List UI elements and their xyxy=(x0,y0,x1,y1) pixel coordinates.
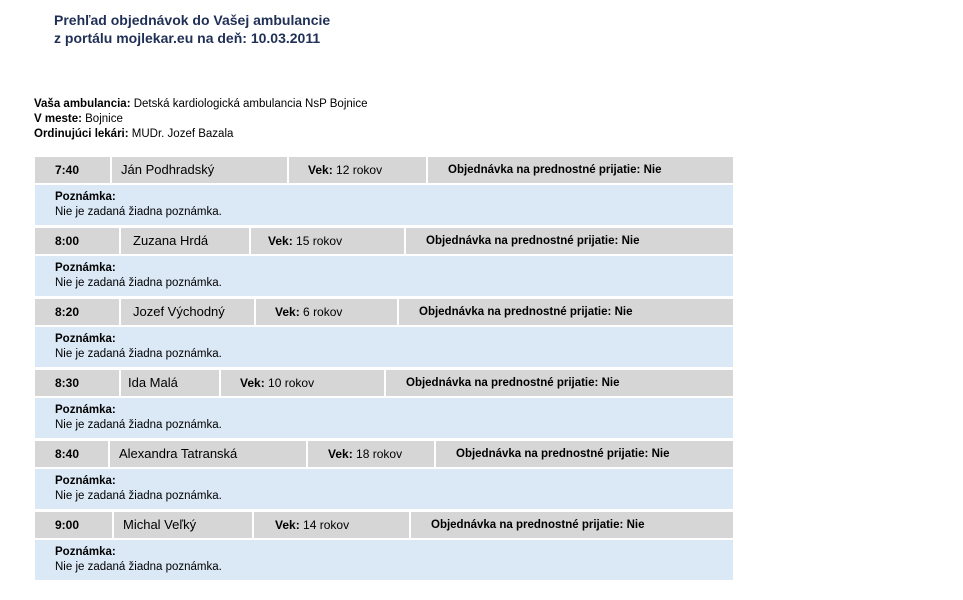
age-value: 15 xyxy=(296,234,310,248)
patient-name: Alexandra Tatranská xyxy=(110,441,306,467)
page-title-line2: z portálu mojlekar.eu na deň: 10.03.2011 xyxy=(54,30,321,46)
note-label: Poznámka: xyxy=(55,546,116,558)
note-text: Nie je zadaná žiadna poznámka. xyxy=(55,561,222,573)
priority-label: Objednávka na prednostné prijatie: xyxy=(431,519,624,531)
patient-name: Jozef Východný xyxy=(121,299,254,325)
priority-label: Objednávka na prednostné prijatie: xyxy=(426,235,619,247)
age-value: 18 xyxy=(356,447,370,461)
priority-value: Nie xyxy=(651,448,670,460)
city-label: V meste: xyxy=(34,113,82,125)
appointment-header-row xyxy=(35,441,733,467)
ambulance-value: Detská kardiologická ambulancia NsP Bojnice xyxy=(133,98,368,110)
patient-age xyxy=(308,441,434,467)
appointment-time: 9:00 xyxy=(35,512,112,538)
patient-name: Michal Veľký xyxy=(114,512,252,538)
priority-admission xyxy=(406,228,733,254)
patient-name: Ida Malá xyxy=(121,370,219,396)
appointment-header-row xyxy=(35,299,733,325)
clinic-info xyxy=(34,97,367,142)
note-label: Poznámka: xyxy=(55,475,116,487)
patient-name: Zuzana Hrdá xyxy=(121,228,249,254)
patient-age xyxy=(256,299,397,325)
age-label: Vek: xyxy=(328,447,353,461)
patient-age xyxy=(221,370,384,396)
age-unit: rokov xyxy=(284,376,315,390)
doctor-value: MUDr. Jozef Bazala xyxy=(131,128,234,140)
appointment-time: 8:30 xyxy=(35,370,119,396)
note-text: Nie je zadaná žiadna poznámka. xyxy=(55,277,222,289)
page-title-line1: Prehľad objednávok do Vašej ambulancie xyxy=(54,12,331,28)
priority-value: Nie xyxy=(643,164,662,176)
priority-admission xyxy=(386,370,733,396)
priority-admission xyxy=(436,441,733,467)
age-label: Vek: xyxy=(240,376,265,390)
note-text: Nie je zadaná žiadna poznámka. xyxy=(55,490,222,502)
note-text: Nie je zadaná žiadna poznámka. xyxy=(55,206,222,218)
priority-admission xyxy=(411,512,733,538)
appointment-time: 7:40 xyxy=(35,157,110,183)
priority-label: Objednávka na prednostné prijatie: xyxy=(456,448,649,460)
appointment-note xyxy=(35,540,733,580)
clinic-doctor-row xyxy=(34,127,367,142)
age-unit: rokov xyxy=(352,163,383,177)
appointment-time: 8:40 xyxy=(35,441,108,467)
age-unit: rokov xyxy=(313,305,343,319)
page-title xyxy=(54,11,330,47)
note-label: Poznámka: xyxy=(55,404,116,416)
appointment-note xyxy=(35,256,733,296)
age-unit: rokov xyxy=(319,518,350,532)
patient-age xyxy=(251,228,404,254)
appointment-time: 8:20 xyxy=(35,299,119,325)
note-label: Poznámka: xyxy=(55,333,116,345)
note-text: Nie je zadaná žiadna poznámka. xyxy=(55,419,222,431)
priority-label: Objednávka na prednostné prijatie: xyxy=(448,164,641,176)
priority-label: Objednávka na prednostné prijatie: xyxy=(406,377,599,389)
age-value: 12 xyxy=(336,163,350,177)
appointment-header-row xyxy=(35,157,733,183)
appointment-header-row xyxy=(35,370,733,396)
priority-admission xyxy=(428,157,733,183)
patient-name: Ján Podhradský xyxy=(112,157,287,183)
priority-value: Nie xyxy=(621,235,640,247)
age-value: 6 xyxy=(303,305,310,319)
note-label: Poznámka: xyxy=(55,191,116,203)
appointment-note xyxy=(35,185,733,225)
doctor-label: Ordinujúci lekári: xyxy=(34,128,129,140)
city-value: Bojnice xyxy=(85,113,123,125)
note-label: Poznámka: xyxy=(55,262,116,274)
appointment-note xyxy=(35,327,733,367)
appointment-header-row xyxy=(35,228,733,254)
age-label: Vek: xyxy=(275,518,300,532)
ambulance-label: Vaša ambulancia: xyxy=(34,98,131,110)
clinic-city-row xyxy=(34,112,367,127)
priority-value: Nie xyxy=(626,519,645,531)
appointment-note xyxy=(35,398,733,438)
appointment-header-row xyxy=(35,512,733,538)
appointment-time: 8:00 xyxy=(35,228,119,254)
patient-age xyxy=(289,157,426,183)
age-label: Vek: xyxy=(268,234,293,248)
priority-label: Objednávka na prednostné prijatie: xyxy=(419,306,612,318)
age-unit: rokov xyxy=(312,234,343,248)
appointment-note xyxy=(35,469,733,509)
priority-admission xyxy=(399,299,733,325)
note-text: Nie je zadaná žiadna poznámka. xyxy=(55,348,222,360)
patient-age xyxy=(254,512,409,538)
age-label: Vek: xyxy=(308,163,333,177)
age-value: 10 xyxy=(268,376,282,390)
priority-value: Nie xyxy=(601,377,620,389)
priority-value: Nie xyxy=(614,306,633,318)
age-unit: rokov xyxy=(372,447,403,461)
clinic-ambulance-row xyxy=(34,97,367,112)
age-value: 14 xyxy=(303,518,317,532)
age-label: Vek: xyxy=(275,305,300,319)
